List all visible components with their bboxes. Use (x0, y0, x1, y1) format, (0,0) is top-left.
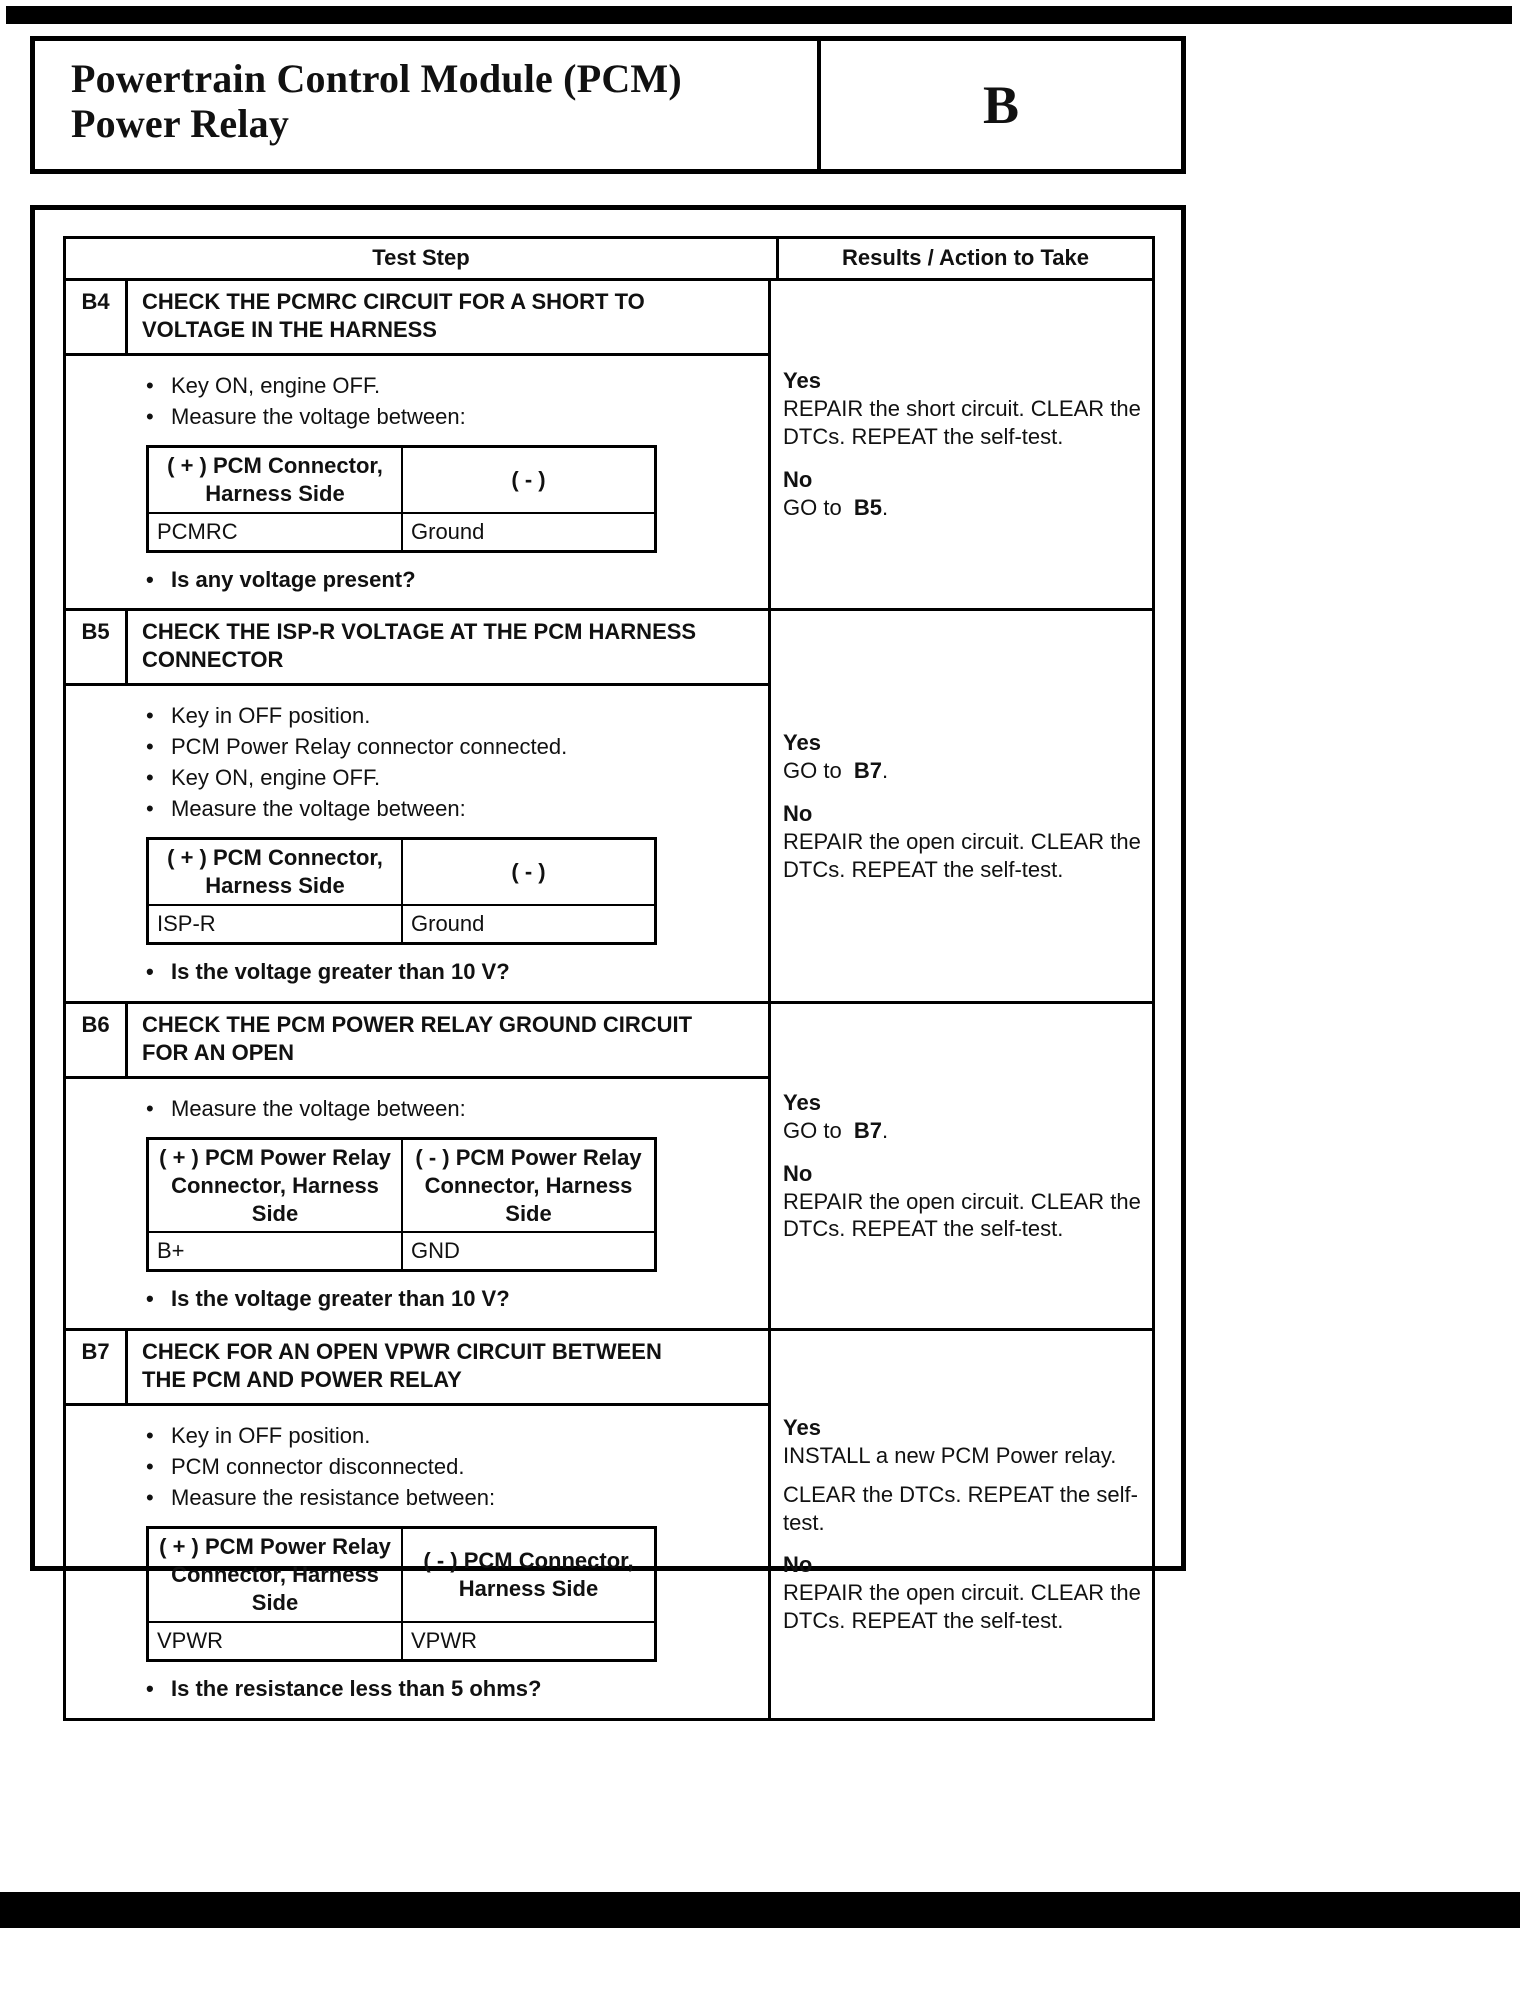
step-title: CHECK THE ISP-R VOLTAGE AT THE PCM HARNESS CONNECTOR (142, 619, 697, 673)
connector-table-values (149, 906, 654, 942)
result-label: No (783, 800, 813, 826)
goto-text: GO to (783, 757, 842, 783)
result-label: Yes (783, 1089, 821, 1115)
step-title-bar (66, 281, 768, 356)
results-cell-b5 (771, 611, 1152, 1000)
table-row (66, 608, 1152, 1000)
step-id: B6 (66, 1004, 128, 1076)
goto-text: GO to (783, 495, 842, 521)
goto-step-ref: B7 (853, 1117, 883, 1143)
result-label: Yes (783, 368, 821, 394)
result-no (783, 800, 1144, 884)
connector-table-header (149, 448, 654, 514)
connector-table-values (149, 1233, 654, 1269)
connector-table-values (149, 514, 654, 550)
result-no (783, 1551, 1144, 1635)
result-action (783, 494, 1144, 522)
step-question: • Is any voltage present? (66, 566, 754, 594)
step-title-bar (66, 611, 768, 686)
results-cell-b7 (771, 1331, 1152, 1717)
step-content (66, 356, 768, 609)
table-row (66, 1001, 1152, 1329)
goto-period: . (882, 495, 889, 521)
step-question: • Is the voltage greater than 10 V? (66, 958, 754, 986)
connector-col1-value: ISP-R (149, 906, 403, 942)
connector-table-header (149, 1529, 654, 1623)
step-title: CHECK THE PCMRC CIRCUIT FOR A SHORT TO VOLTAGE IN THE HARNESS (142, 288, 645, 342)
connector-col2-value: GND (411, 1238, 460, 1264)
instruction-bullet: • Measure the voltage between: (66, 403, 754, 431)
connector-table-header (149, 840, 654, 906)
connector-col1-header: ( + ) PCM Connector, Harness Side (149, 448, 403, 512)
top-rule (6, 6, 1512, 24)
section-letter: B (817, 41, 1181, 169)
test-table-container (30, 205, 1186, 1701)
result-yes (783, 367, 1144, 451)
connector-col1-value: PCMRC (149, 514, 403, 550)
result-action: REPAIR the open circuit. CLEAR the DTCs. REPEAT the self-test. (783, 1188, 1141, 1242)
connector-col1-header: ( + ) PCM Connector, Harness Side (149, 840, 403, 904)
connector-col2-header: ( - ) PCM Power Relay Connector, Harness Side (415, 1144, 642, 1226)
instruction-bullet: • PCM Power Relay connector connected. (66, 733, 754, 761)
table-row (66, 1328, 1152, 1717)
connector-table (146, 1137, 657, 1273)
result-action: REPAIR the open circuit. CLEAR the DTCs. REPEAT the self-test. (783, 1580, 1141, 1634)
test-step-cell-b5 (66, 611, 771, 1000)
result-yes (783, 729, 1144, 785)
goto-period: . (882, 1117, 889, 1143)
connector-table (146, 445, 657, 553)
step-content (66, 686, 768, 1001)
instruction-bullet: • Key ON, engine OFF. (66, 372, 754, 400)
result-action: CLEAR the DTCs. REPEAT the self-test. (783, 1481, 1138, 1535)
page-title-line1: Powertrain Control Module (PCM) (71, 56, 682, 101)
result-action: INSTALL a new PCM Power relay. (783, 1442, 1117, 1468)
result-label: No (783, 467, 813, 493)
step-title-bar (66, 1004, 768, 1079)
connector-col2-value: Ground (411, 910, 485, 936)
page-title (35, 41, 817, 169)
instruction-bullet: • PCM connector disconnected. (66, 1453, 754, 1481)
connector-table-values (149, 1623, 654, 1659)
instruction-bullet: • Key ON, engine OFF. (66, 764, 754, 792)
result-label: Yes (783, 729, 821, 755)
connector-table (146, 1526, 657, 1662)
step-content (66, 1079, 768, 1329)
connector-col2-header: ( - ) PCM Connector, Harness Side (423, 1547, 634, 1601)
goto-step-ref: B7 (853, 757, 883, 783)
step-content (66, 1406, 768, 1718)
table-header-row (66, 239, 1152, 278)
instruction-bullet: • Measure the voltage between: (66, 795, 754, 823)
step-question: • Is the resistance less than 5 ohms? (66, 1675, 754, 1703)
test-step-cell-b4 (66, 281, 771, 609)
table-row (66, 278, 1152, 609)
connector-col1-header: ( + ) PCM Power Relay Connector, Harness Side (149, 1529, 403, 1621)
connector-col2-header: ( - ) (511, 859, 546, 885)
connector-col2-value: Ground (411, 518, 485, 544)
results-cell-b4 (771, 281, 1152, 609)
goto-step-ref: B5 (853, 495, 883, 521)
connector-col1-value: VPWR (149, 1623, 403, 1659)
goto-period: . (882, 757, 889, 783)
result-label: No (783, 1160, 813, 1186)
instruction-bullet: • Key in OFF position. (66, 1422, 754, 1450)
step-id: B5 (66, 611, 128, 683)
result-label: No (783, 1552, 813, 1578)
results-cell-b6 (771, 1004, 1152, 1329)
pinpoint-test-table (63, 236, 1155, 1721)
step-title: CHECK FOR AN OPEN VPWR CIRCUIT BETWEEN THE PCM AND POWER RELAY (142, 1339, 662, 1393)
connector-col1-header: ( + ) PCM Power Relay Connector, Harness Side (149, 1140, 403, 1232)
result-no (783, 466, 1144, 522)
step-question: • Is the voltage greater than 10 V? (66, 1285, 754, 1313)
page-title-line2: Power Relay (71, 100, 290, 146)
instruction-bullet: • Measure the resistance between: (66, 1484, 754, 1512)
result-yes (783, 1089, 1144, 1145)
goto-text: GO to (783, 1117, 842, 1143)
result-no (783, 1160, 1144, 1244)
instruction-bullet: • Measure the voltage between: (66, 1095, 754, 1123)
result-action: REPAIR the short circuit. CLEAR the DTCs. REPEAT the self-test. (783, 396, 1141, 450)
step-title: CHECK THE PCM POWER RELAY GROUND CIRCUIT FOR AN OPEN (142, 1011, 693, 1065)
result-yes (783, 1414, 1144, 1537)
result-action: REPAIR the open circuit. CLEAR the DTCs. REPEAT the self-test. (783, 828, 1141, 882)
page-header (30, 36, 1186, 174)
test-step-cell-b6 (66, 1004, 771, 1329)
result-action (783, 1117, 1144, 1145)
connector-col1-value: B+ (149, 1233, 403, 1269)
column-header-results: Results / Action to Take (842, 245, 1089, 270)
result-label: Yes (783, 1414, 821, 1440)
connector-col2-value: VPWR (411, 1627, 477, 1653)
connector-col2-header: ( - ) (511, 466, 546, 492)
test-step-cell-b7 (66, 1331, 771, 1717)
step-id: B7 (66, 1331, 128, 1403)
connector-table-header (149, 1140, 654, 1234)
connector-table (146, 837, 657, 945)
instruction-bullet: • Key in OFF position. (66, 702, 754, 730)
step-title-bar (66, 1331, 768, 1406)
result-action (783, 757, 1144, 785)
column-header-test-step: Test Step (66, 239, 779, 278)
step-id: B4 (66, 281, 128, 353)
bottom-rule (0, 1892, 1520, 1928)
